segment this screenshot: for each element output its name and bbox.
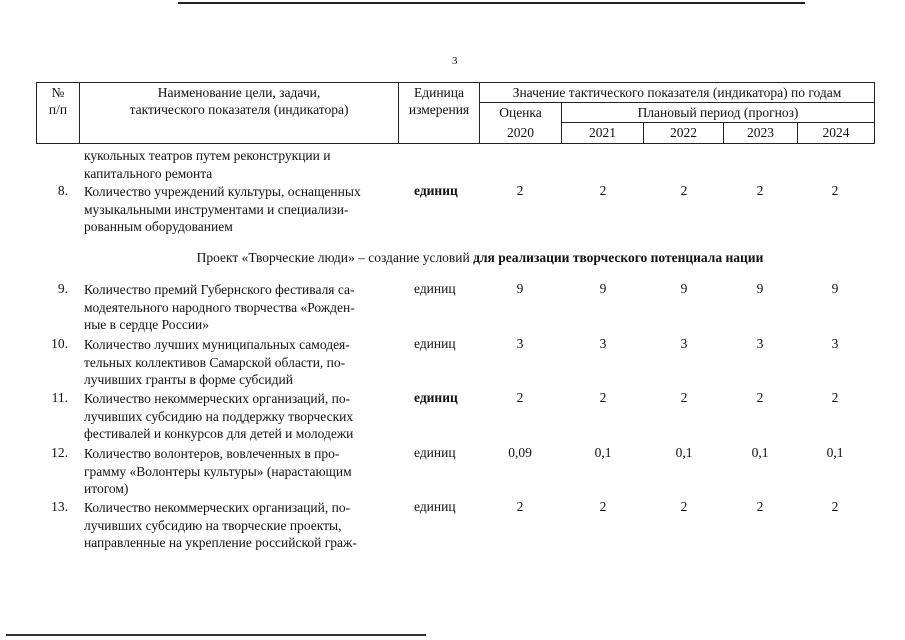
value-2023: 9	[756, 281, 764, 296]
value-2023: 2	[756, 499, 764, 514]
value-2021: 3	[599, 336, 607, 351]
row-unit: единиц	[414, 499, 456, 514]
value-2024: 2	[831, 390, 839, 405]
project-heading: Проект «Творческие люди» – создание условий для реализации творческого потенциала нации	[196, 250, 764, 265]
value-2022: 9	[680, 281, 688, 296]
year-2021: 2021	[589, 125, 616, 140]
bottom-rule	[6, 634, 426, 636]
row-number: 9.	[57, 281, 68, 296]
row-name: Количество некоммерческих организаций, по- лучивших субсидию на творческие проекты, направленные на укрепление российской граж-	[84, 500, 357, 550]
col-name-label: Наименование цели, задачи, тактического показателя (индикатора)	[129, 85, 349, 117]
row-name: Количество премий Губернского фестиваля са- модеятельного народного творчества «Рожден- ные в сердце России»	[84, 282, 355, 332]
value-2022: 2	[680, 390, 688, 405]
value-2023: 2	[756, 390, 764, 405]
col-num-label: № п/п	[48, 85, 68, 117]
value-2021: 2	[599, 390, 607, 405]
row-unit: единиц	[414, 336, 456, 351]
value-2021: 2	[599, 183, 607, 198]
top-rule	[178, 2, 805, 4]
col-values-label: Значение тактического показателя (индикатора) по годам	[512, 85, 842, 100]
value-2024: 3	[831, 336, 839, 351]
value-2023: 3	[756, 336, 764, 351]
value-2021: 0,1	[594, 445, 612, 460]
row-number: 8.	[57, 183, 68, 198]
row-name: Количество некоммерческих организаций, по- лучивших субсидию на поддержку творческих фестивалей и конкурсов для детей и молодежи	[84, 391, 354, 441]
value-2020: 9	[516, 281, 524, 296]
row-unit: единиц	[414, 445, 456, 460]
col-unit-label: Единица измерения	[408, 85, 470, 117]
table-header	[36, 82, 875, 144]
value-2020: 3	[516, 336, 524, 351]
year-2020: 2020	[507, 125, 534, 140]
value-2022: 0,1	[675, 445, 693, 460]
value-2021: 2	[599, 499, 607, 514]
row-number: 11.	[51, 390, 68, 405]
value-2023: 2	[756, 183, 764, 198]
value-2020: 2	[516, 499, 524, 514]
year-2024: 2024	[822, 125, 850, 140]
value-2020: 2	[516, 390, 524, 405]
row-number: 12.	[51, 445, 68, 460]
value-2024: 0,1	[826, 445, 844, 460]
value-2020: 2	[516, 183, 524, 198]
page-number: 3	[452, 55, 458, 67]
value-2022: 3	[680, 336, 688, 351]
row-number: 10.	[51, 336, 68, 351]
row-name: Количество учреждений культуры, оснащенных музыкальными инструментами и специализи- рованным оборудованием	[84, 184, 361, 234]
value-2022: 2	[680, 499, 688, 514]
row-number: 13.	[51, 499, 68, 514]
row-unit: единиц	[414, 390, 458, 405]
row-unit: единиц	[414, 281, 456, 296]
row-unit: единиц	[414, 183, 458, 198]
value-2024: 9	[831, 281, 839, 296]
col-planned-label: Плановый период (прогноз)	[637, 105, 799, 120]
value-2020: 0,09	[508, 445, 532, 460]
value-2024: 2	[831, 183, 839, 198]
value-2021: 9	[599, 281, 607, 296]
value-2024: 2	[831, 499, 839, 514]
year-2023: 2023	[747, 125, 774, 140]
year-2022: 2022	[670, 125, 697, 140]
col-estimate-label: Оценка	[499, 105, 542, 120]
value-2022: 2	[680, 183, 688, 198]
value-2023: 0,1	[751, 445, 769, 460]
row-name: Количество волонтеров, вовлеченных в про- грамму «Волонтеры культуры» (нарастающим итогом)	[84, 446, 352, 496]
row-name: Количество лучших муниципальных самодея- тельных коллективов Самарской области, по- лучивших гранты в форме субсидий	[84, 337, 350, 387]
